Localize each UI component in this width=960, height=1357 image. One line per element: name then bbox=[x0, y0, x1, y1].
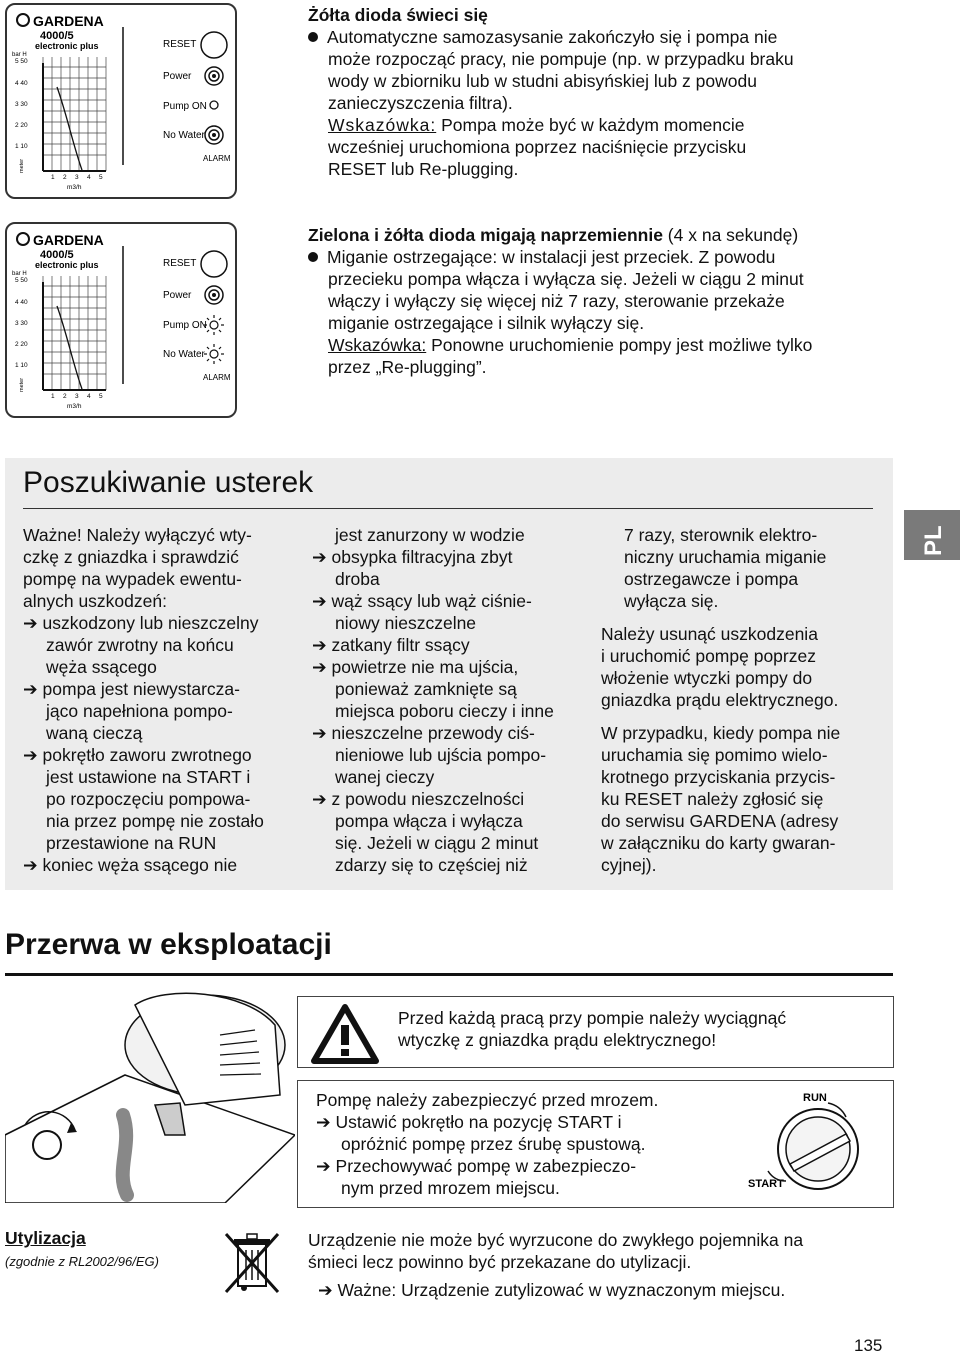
list-item: ➔ wąż ssący lub wąż ciśnie- bbox=[312, 591, 532, 611]
alarm-label: ALARM bbox=[203, 154, 231, 163]
x-tick: 3 bbox=[75, 174, 79, 181]
text-line: przestawione na RUN bbox=[46, 833, 217, 853]
x-tick: 2 bbox=[63, 393, 67, 400]
yellow-led-section bbox=[308, 4, 794, 180]
model-label: 4000/5 bbox=[40, 249, 74, 261]
text-line: miganie ostrzegające i silnik wyłączy się. bbox=[328, 313, 645, 333]
y-tick: 1 10 bbox=[15, 362, 28, 369]
axis-label: bar H bbox=[12, 52, 27, 58]
text-span: Miganie ostrzegające: w instalacji jest przeciek. Z powodu bbox=[327, 247, 776, 267]
hint-line bbox=[308, 334, 812, 356]
text-line: zawór zwrotny na końcu bbox=[46, 635, 234, 655]
start-label: START bbox=[748, 1178, 784, 1190]
list-item: ➔ uszkodzony lub nieszczelny bbox=[23, 613, 259, 633]
alarm-label: ALARM bbox=[203, 373, 231, 382]
text-line: pompę na wypadek ewentu- bbox=[23, 569, 242, 589]
x-tick: 3 bbox=[75, 393, 79, 400]
reset-label: RESET bbox=[163, 258, 197, 269]
text-line: Należy usunąć uszkodzenia bbox=[601, 624, 818, 644]
text-line: waną cieczą bbox=[46, 723, 143, 743]
text-line: czkę z gniazdka i sprawdzić bbox=[23, 547, 239, 567]
text-line: nym przed mrozem miejscu. bbox=[341, 1178, 560, 1198]
text-line: droba bbox=[335, 569, 380, 589]
list-item: ➔ zatkany filtr ssący bbox=[312, 635, 470, 655]
divider bbox=[5, 973, 893, 976]
y-tick: 5 50 bbox=[15, 58, 28, 65]
x-axis-label: m3/h bbox=[67, 184, 82, 191]
pump-on-label: Pump ON bbox=[163, 101, 207, 112]
meter-label: meter bbox=[19, 377, 25, 392]
text-line: opróżnić pompę przez śrubę spustową. bbox=[341, 1134, 646, 1154]
text-line: śmieci lecz powinno być przekazane do utylizacji. bbox=[308, 1252, 692, 1272]
model-label: 4000/5 bbox=[40, 30, 74, 42]
troubleshooting-section bbox=[5, 458, 893, 890]
no-water-label: No Water bbox=[163, 130, 205, 141]
text-line: Urządzenie nie może być wyrzucone do zwykłego pojemnika na bbox=[308, 1230, 804, 1250]
brand-logo: GARDENA bbox=[33, 13, 104, 29]
control-panel-drawing bbox=[7, 5, 235, 197]
divider bbox=[23, 508, 873, 509]
text-line: jest zanurzony w wodzie bbox=[335, 525, 525, 545]
text-line: przecieku pompa włącza i wyłącza się. Jeżeli w ciągu 2 minut bbox=[328, 269, 804, 289]
blinking-led-icon bbox=[204, 315, 224, 335]
text-span: Automatyczne samozasysanie zakończyło się i pompa nie bbox=[327, 27, 778, 47]
text-line: wtyczkę z gniazdka prądu elektrycznego! bbox=[398, 1030, 717, 1050]
list-item: ➔ koniec węża ssącego nie bbox=[23, 855, 238, 875]
section-title bbox=[308, 224, 812, 246]
frost-protection-box bbox=[297, 1080, 894, 1208]
text-line: jąco napełniona pompo- bbox=[46, 701, 233, 721]
title-rest: (4 x na sekundę) bbox=[662, 225, 799, 245]
x-tick: 2 bbox=[63, 174, 67, 181]
hint-label: Wskazówka: bbox=[328, 335, 427, 355]
reset-label: RESET bbox=[163, 39, 197, 50]
control-panel-illustration bbox=[5, 3, 237, 199]
run-label: RUN bbox=[803, 1092, 827, 1104]
hint-label: Wskazówka: bbox=[328, 115, 437, 135]
list-item: ➔ powietrze nie ma ujścia, bbox=[312, 657, 519, 677]
text-line: Przed każdą pracą przy pompie należy wyciągnąć bbox=[398, 1008, 787, 1028]
trouble-column-1 bbox=[23, 524, 264, 876]
y-tick: 5 50 bbox=[15, 277, 28, 284]
text-line: jest ustawione na START i bbox=[46, 767, 251, 787]
title-bold: Zielona i żółta dioda migają naprzemiennie bbox=[308, 225, 663, 245]
hint-line bbox=[308, 114, 794, 136]
text-line: niowy nieszczelne bbox=[335, 613, 477, 633]
power-label: Power bbox=[163, 290, 192, 301]
text-line: miejsca poboru cieczy i inne bbox=[335, 701, 554, 721]
text-line: niczny uruchamia miganie bbox=[624, 547, 827, 567]
trouble-column-3 bbox=[601, 524, 840, 876]
x-tick: 1 bbox=[51, 393, 55, 400]
text-line: wcześniej uruchomiona poprzez naciśnięcie przycisku bbox=[328, 137, 747, 157]
y-tick: 1 10 bbox=[15, 143, 28, 150]
list-item: ➔ Ustawić pokrętło na pozycję START i bbox=[316, 1112, 622, 1132]
list-item: ➔ nieszczelne przewody ciś- bbox=[312, 723, 535, 743]
bullet-icon bbox=[308, 32, 318, 42]
y-tick: 4 40 bbox=[15, 80, 28, 87]
trouble-column-2 bbox=[312, 524, 554, 876]
x-tick: 4 bbox=[87, 393, 91, 400]
warning-box bbox=[297, 996, 894, 1068]
page-number: 135 bbox=[854, 1336, 883, 1355]
bullet-icon bbox=[308, 252, 318, 262]
text-line: ostrzegawcze i pompa bbox=[624, 569, 799, 589]
text-line: uruchamia się pomimo wielo- bbox=[601, 745, 828, 765]
warning-text bbox=[398, 1007, 786, 1051]
disposal-subtitle: (zgodnie z RL2002/96/EG) bbox=[5, 1254, 159, 1269]
text-line: do serwisu GARDENA (adresy bbox=[601, 811, 839, 831]
text-line: zanieczyszczenia filtra). bbox=[328, 93, 513, 113]
text-line: się. Jeżeli w ciągu 2 minut bbox=[335, 833, 539, 853]
x-tick: 5 bbox=[99, 174, 103, 181]
text-line: Ważne! Należy wyłączyć wty- bbox=[23, 525, 252, 545]
pump-illustration bbox=[5, 985, 295, 1203]
list-item: ➔ z powodu nieszczelności bbox=[312, 789, 525, 809]
crossed-bin-icon bbox=[222, 1230, 282, 1298]
text-span: Ponowne uruchomienie pompy jest możliwe tylko bbox=[426, 335, 813, 355]
text-line: węża ssącego bbox=[46, 657, 157, 677]
text-line: Pompę należy zabezpieczyć przed mrozem. bbox=[316, 1090, 659, 1110]
text-line: w załączniku do karty gwaran- bbox=[601, 833, 836, 853]
section-title: Żółta dioda świeci się bbox=[308, 5, 488, 25]
blinking-led-icon bbox=[204, 344, 224, 364]
important-note: ➔ Ważne: Urządzenie zutylizować w wyznaczonym miejscu. bbox=[318, 1280, 786, 1300]
text-line: może rozpocząć pracy, nie pompuje (np. w przypadku braku bbox=[328, 49, 794, 69]
pump-on-label: Pump ON bbox=[163, 320, 207, 331]
text-line: gniazdka prądu elektrycznego. bbox=[601, 690, 839, 710]
x-tick: 4 bbox=[87, 174, 91, 181]
y-tick: 2 20 bbox=[15, 341, 28, 348]
subtitle-label: electronic plus bbox=[35, 41, 99, 51]
pump-drawing bbox=[5, 985, 295, 1203]
brand-logo: GARDENA bbox=[33, 232, 104, 248]
control-panel-drawing bbox=[7, 224, 235, 416]
list-item: ➔ pompa jest niewystarcza- bbox=[23, 679, 240, 699]
text-line: przez „Re-plugging”. bbox=[328, 357, 487, 377]
text-line: krotnego przyciskania przycis- bbox=[601, 767, 836, 787]
text-line: nieniowe lub ujścia pompo- bbox=[335, 745, 547, 765]
text-line: wyłącza się. bbox=[624, 591, 719, 611]
reset-button-icon bbox=[201, 251, 227, 277]
valve-knob-illustration bbox=[728, 1089, 888, 1199]
disposal-title: Utylizacja bbox=[5, 1228, 86, 1248]
text-line: RESET lub Re-plugging. bbox=[328, 159, 519, 179]
x-axis-label: m3/h bbox=[67, 403, 82, 410]
text-line: włączy i wyłączy się więcej niż 7 razy, sterowanie przekaże bbox=[328, 291, 785, 311]
control-panel-illustration-blinking bbox=[5, 222, 237, 418]
y-tick: 3 30 bbox=[15, 320, 28, 327]
list-item: ➔ pokrętło zaworu zwrotnego bbox=[23, 745, 252, 765]
language-tab-label: PL bbox=[920, 525, 947, 556]
y-tick: 4 40 bbox=[15, 299, 28, 306]
text-line: nia przez pompę nie zostało bbox=[46, 811, 264, 831]
frost-text bbox=[316, 1089, 658, 1199]
alternating-led-section bbox=[308, 224, 812, 378]
warning-triangle-icon bbox=[310, 1003, 380, 1065]
section-heading: Przerwa w eksploatacji bbox=[5, 928, 332, 961]
x-tick: 1 bbox=[51, 174, 55, 181]
meter-label: meter bbox=[19, 158, 25, 173]
power-label: Power bbox=[163, 71, 192, 82]
text-line: po rozpoczęciu pompowa- bbox=[46, 789, 251, 809]
y-tick: 3 30 bbox=[15, 101, 28, 108]
text-line: ku RESET należy zgłosić się bbox=[601, 789, 824, 809]
reset-button-icon bbox=[201, 32, 227, 58]
text-line: i uruchomić pompę poprzez bbox=[601, 646, 816, 666]
text-line: cyjnej). bbox=[601, 855, 657, 875]
text-line: wanej cieczy bbox=[335, 767, 435, 787]
text-line bbox=[308, 246, 812, 268]
x-tick: 5 bbox=[99, 393, 103, 400]
no-water-label: No Water bbox=[163, 349, 205, 360]
section-heading: Poszukiwanie usterek bbox=[23, 466, 314, 499]
text-span: Pompa może być w każdym momencie bbox=[436, 115, 745, 135]
text-line: ponieważ zamknięte są bbox=[335, 679, 517, 699]
text-line: włożenie wtyczki pompy do bbox=[601, 668, 813, 688]
y-tick: 2 20 bbox=[15, 122, 28, 129]
text-line: 7 razy, sterownik elektro- bbox=[624, 525, 818, 545]
text-line: W przypadku, kiedy pompa nie bbox=[601, 723, 841, 743]
text-line: zdarzy się to częściej niż bbox=[335, 855, 528, 875]
axis-label: bar H bbox=[12, 271, 27, 277]
text-line: alnych uszkodzeń: bbox=[23, 591, 167, 611]
subtitle-label: electronic plus bbox=[35, 260, 99, 270]
text-line: wody w zbiorniku lub w studni abisyńskiej lub z powodu bbox=[328, 71, 757, 91]
text-line bbox=[308, 26, 794, 48]
list-item: ➔ obsypka filtracyjna zbyt bbox=[312, 547, 513, 567]
disposal-text bbox=[308, 1229, 803, 1301]
list-item: ➔ Przechowywać pompę w zabezpieczo- bbox=[316, 1156, 637, 1176]
text-line: pompa włącza i wyłącza bbox=[335, 811, 523, 831]
language-tab bbox=[904, 510, 960, 560]
